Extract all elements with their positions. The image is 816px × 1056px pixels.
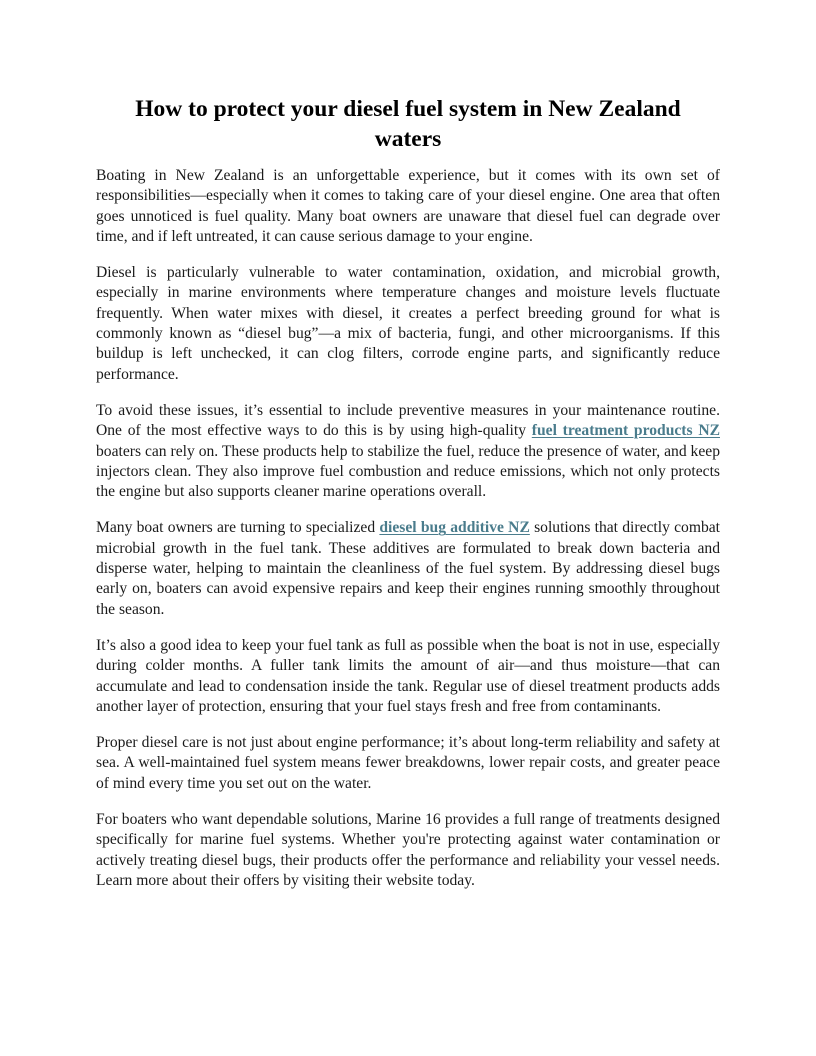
paragraph-diesel-vulnerability: Diesel is particularly vulnerable to water contamination, oxidation, and microbial growth, especially in marine environments where temperature changes and moisture levels fluctuate frequently. When water mixes with diesel, it creates a perfect breeding ground for what is commonly known as “diesel bug”—a mix of bacteria, fungi, and other microorganisms. If this buildup is left unchecked, it can clog filters, corrode engine parts, and significantly reduce performance. (96, 264, 720, 383)
paragraph-proper-care: Proper diesel care is not just about engine performance; it’s about long-term reliability and safety at sea. A well-maintained fuel system means fewer breakdowns, lower repair costs, and greater peace of mind every time you set out on the water. (96, 734, 720, 792)
paragraph-marine-16: For boaters who want dependable solutions, Marine 16 provides a full range of treatments designed specifically for marine fuel systems. Whether you're protecting against water contamination or actively treating diesel bugs, their products offer the performance and reliability your vessel needs. Learn more about their offers by visiting their website today. (96, 811, 720, 889)
paragraph-intro: Boating in New Zealand is an unforgettable experience, but it comes with its own set of responsibilities—especially when it comes to taking care of your diesel engine. One area that often goes unnoticed is fuel quality. Many boat owners are unaware that diesel fuel can degrade over time, and if left untreated, it can cause serious damage to your engine. (96, 167, 720, 245)
document-page (96, 94, 720, 907)
diesel-bug-additive-link[interactable]: diesel bug additive NZ (379, 519, 530, 537)
paragraph-preventive-measures (96, 401, 720, 502)
fuel-treatment-products-link[interactable]: fuel treatment products NZ (531, 422, 720, 440)
paragraph-text-before-link: To avoid these issues, it’s essential to include preventive measures in your maintenance routine. One of the most effective ways to do this is by using high-quality (96, 401, 720, 440)
paragraph-text-before-link: Many boat owners are turning to specialized (96, 519, 380, 537)
page-title: How to protect your diesel fuel system in New Zealand waters (135, 96, 681, 152)
paragraph-text-after-link: boaters can rely on. These products help to stabilize the fuel, reduce the presence of water, and keep injectors clean. They also improve fuel combustion and reduce emissions, which not only protects the engine but also supports cleaner marine operations overall. (96, 442, 720, 501)
paragraph-text-after-link: solutions that directly combat microbial growth in the fuel tank. These additives are formulated to break down bacteria and disperse water, helping to maintain the cleanliness of the fuel system. By addressing diesel bugs early on, boaters can avoid expensive repairs and keep their engines running smoothly throughout the season. (96, 519, 721, 618)
paragraph-diesel-bug-additive (96, 518, 720, 619)
paragraph-full-tank: It’s also a good idea to keep your fuel tank as full as possible when the boat is not in use, especially during colder months. A fuller tank limits the amount of air—and thus moisture—that can accumulate and lead to condensation inside the tank. Regular use of diesel treatment products adds another layer of protection, ensuring that your fuel stays fresh and free from contaminants. (96, 636, 720, 715)
